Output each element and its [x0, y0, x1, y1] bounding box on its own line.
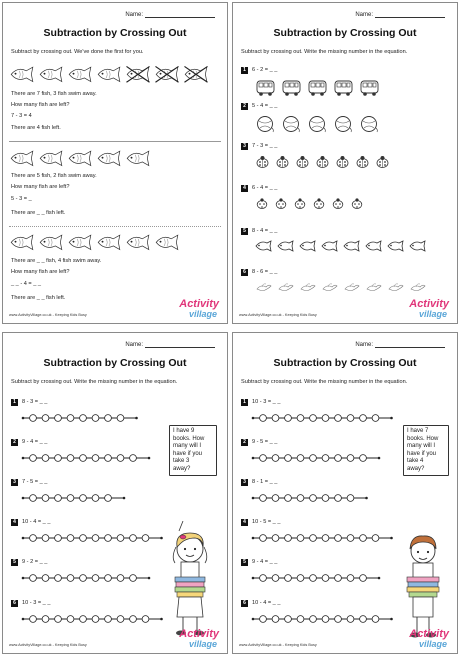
name-blank	[145, 342, 215, 348]
fish-icon	[9, 149, 35, 168]
number-line-circle	[80, 616, 87, 623]
picture-row	[255, 240, 426, 252]
number-line-circle	[55, 535, 62, 542]
number-line-circle	[272, 575, 279, 582]
bus-icon	[281, 79, 302, 96]
number-line-circle	[105, 535, 112, 542]
number-line-circle	[285, 495, 292, 502]
fish-icon	[321, 240, 338, 252]
number-line-circle	[42, 455, 49, 462]
question-number: 1	[11, 399, 18, 406]
question-number: 1	[241, 67, 248, 74]
equation-text: 8 - 4 = _ _	[252, 228, 278, 234]
equation-text: 7 - 5 = _ _	[22, 479, 48, 485]
number-line-circle	[130, 575, 137, 582]
ladybird-icon	[335, 155, 350, 169]
speech-line: have if you	[173, 450, 203, 457]
question-number: 5	[241, 559, 248, 566]
question-text: How many fish are left?	[11, 184, 70, 190]
number-line-circle	[347, 535, 354, 542]
question-number: 4	[241, 185, 248, 192]
ball-icon	[359, 115, 380, 133]
number-line-circle	[30, 455, 37, 462]
number-line-circle	[272, 616, 279, 623]
number-line-circle	[117, 535, 124, 542]
speech-line: take 3	[173, 458, 190, 464]
number-line-circle	[285, 455, 292, 462]
number-line-circle	[335, 535, 342, 542]
number-line-circle	[347, 415, 354, 422]
question-number: 3	[241, 479, 248, 486]
question-number: 4	[241, 519, 248, 526]
question-number: 4	[11, 519, 18, 526]
speech-line: have if you	[407, 450, 437, 457]
number-line-circle	[80, 455, 87, 462]
equation-text: 10 - 4 = _ _	[252, 600, 281, 606]
footer-text: www.ActivityVillage.co.uk - Keeping Kids Busy	[239, 313, 317, 317]
number-line-circle	[360, 575, 367, 582]
number-line-row	[21, 530, 164, 548]
number-line-circle	[67, 616, 74, 623]
number-line-circle	[297, 455, 304, 462]
question-number: 6	[241, 600, 248, 607]
bird-icon	[409, 281, 426, 293]
number-line-circle	[130, 535, 137, 542]
number-line	[21, 614, 164, 624]
girl-with-books-icon	[161, 521, 219, 639]
number-line-circle	[67, 495, 74, 502]
number-line-circle	[42, 535, 49, 542]
boy-with-books-icon	[395, 531, 451, 641]
number-line-circle	[260, 575, 267, 582]
number-line-circle	[260, 415, 267, 422]
bird-icon	[321, 281, 338, 293]
number-line-circle	[30, 495, 37, 502]
page-title: Subtraction by Crossing Out	[43, 27, 187, 39]
number-line-circle	[260, 535, 267, 542]
speech-bubble	[169, 425, 217, 476]
name-field	[355, 12, 445, 18]
question-text: How many fish are left?	[11, 102, 70, 108]
speech-bubble	[403, 425, 449, 476]
name-field	[125, 342, 215, 348]
fish-icon	[299, 240, 316, 252]
number-line-circle	[105, 616, 112, 623]
number-line-row	[21, 490, 126, 508]
number-line	[251, 453, 381, 463]
fish-icon	[277, 240, 294, 252]
number-line-circle	[30, 616, 37, 623]
number-line-circle	[130, 455, 137, 462]
fish-icon	[38, 149, 64, 168]
number-line-circle	[372, 616, 379, 623]
name-label: Name:	[355, 342, 373, 348]
question-number: 1	[241, 399, 248, 406]
bird-icon	[387, 281, 404, 293]
name-label: Name:	[355, 12, 373, 18]
number-line-circle	[335, 616, 342, 623]
number-line-row	[21, 450, 151, 468]
number-line	[251, 533, 394, 543]
fish-icon	[38, 65, 64, 84]
number-line-circle	[285, 616, 292, 623]
number-line-circle	[260, 495, 267, 502]
number-line-circle	[322, 495, 329, 502]
activity-village-logo: Activity village	[179, 298, 219, 319]
number-line-row	[251, 410, 394, 428]
number-line	[251, 493, 369, 503]
number-line-circle	[117, 455, 124, 462]
fish-row-3	[9, 233, 180, 252]
number-line-circle	[272, 495, 279, 502]
number-line-circle	[92, 535, 99, 542]
ladybird-icon	[315, 155, 330, 169]
bug-icon	[312, 197, 326, 210]
number-line-circle	[285, 575, 292, 582]
number-line-circle	[310, 575, 317, 582]
equation-text: 10 - 3 = _ _	[22, 600, 51, 606]
number-line-circle	[260, 616, 267, 623]
story-text: There are 5 fish, 2 fish swim away.	[11, 173, 97, 179]
number-line-circle	[117, 575, 124, 582]
equation-text: 6 - 2 = _ _	[252, 67, 278, 73]
number-line-circle	[347, 455, 354, 462]
question-number: 2	[241, 439, 248, 446]
fish-icon	[67, 149, 93, 168]
number-line-circle	[30, 415, 37, 422]
number-line-circle	[285, 415, 292, 422]
question-text: How many fish are left?	[11, 269, 70, 275]
footer-text: www.ActivityVillage.co.uk - Keeping Kids Busy	[9, 313, 87, 317]
fish-icon	[38, 233, 64, 252]
equation-text: 9 - 5 = _ _	[252, 439, 278, 445]
number-line-circle	[360, 535, 367, 542]
speech-line: many will I	[407, 443, 436, 449]
bug-icon	[331, 197, 345, 210]
fish-icon	[255, 240, 272, 252]
bird-icon	[365, 281, 382, 293]
number-line-circle	[80, 415, 87, 422]
number-line-circle	[92, 455, 99, 462]
worksheet-number-line-girl	[2, 332, 228, 654]
ball-icon	[307, 115, 328, 133]
number-line-circle	[67, 535, 74, 542]
bus-icon	[307, 79, 328, 96]
number-line-row	[251, 611, 394, 629]
number-line-circle	[285, 535, 292, 542]
bus-icon	[333, 79, 354, 96]
fish-row-2	[9, 149, 151, 168]
instruction-text: Subtract by crossing out. We've done the first for you.	[11, 49, 144, 55]
fish-icon	[365, 240, 382, 252]
number-line-circle	[347, 495, 354, 502]
bug-icon	[350, 197, 364, 210]
activity-village-logo: Activity village	[409, 628, 449, 649]
number-line-circle	[30, 535, 37, 542]
worksheet-picture-subtraction	[232, 2, 458, 324]
number-line-circle	[80, 535, 87, 542]
name-blank	[375, 12, 445, 18]
worksheet-fish-stories	[2, 2, 228, 324]
speech-line: books. How	[407, 435, 439, 442]
number-line-circle	[310, 616, 317, 623]
fish-icon	[409, 240, 426, 252]
number-line-circle	[105, 415, 112, 422]
fish-icon	[154, 233, 180, 252]
page-title: Subtraction by Crossing Out	[273, 27, 417, 39]
number-line-row	[251, 570, 381, 588]
number-line	[21, 453, 151, 463]
fish-icon	[96, 149, 122, 168]
number-line-circle	[322, 415, 329, 422]
bug-icon	[293, 197, 307, 210]
number-line-circle	[310, 415, 317, 422]
footer-text: www.ActivityVillage.co.uk - Keeping Kids Busy	[9, 643, 87, 647]
number-line-circle	[105, 575, 112, 582]
number-line-circle	[310, 535, 317, 542]
activity-village-logo: Activity village	[179, 628, 219, 649]
speech-line: take 4	[407, 458, 424, 464]
fish-icon	[125, 233, 151, 252]
question-number: 3	[11, 479, 18, 486]
fish-icon	[125, 149, 151, 168]
name-blank	[145, 12, 215, 18]
number-line-circle	[92, 415, 99, 422]
answer-text: There are _ _ fish left.	[11, 210, 66, 216]
number-line-circle	[335, 415, 342, 422]
number-line-circle	[55, 495, 62, 502]
instruction-text: Subtract by crossing out. Write the missing number in the equation.	[241, 379, 408, 385]
divider	[9, 226, 221, 227]
equation-text: 10 - 5 = _ _	[252, 519, 281, 525]
ball-icon	[333, 115, 354, 133]
number-line-circle	[92, 575, 99, 582]
ladybird-icon	[355, 155, 370, 169]
answer-text: There are _ _ fish left.	[11, 295, 66, 301]
equation-text: 8 - 3 = _ _	[22, 399, 48, 405]
fish-icon	[387, 240, 404, 252]
number-line	[21, 493, 126, 503]
speech-line: away?	[173, 465, 191, 472]
number-line-circle	[297, 616, 304, 623]
number-line-circle	[67, 575, 74, 582]
footer-text: www.ActivityVillage.co.uk - Keeping Kids Busy	[239, 643, 317, 647]
bird-icon	[343, 281, 360, 293]
number-line-circle	[272, 415, 279, 422]
number-line-circle	[130, 616, 137, 623]
speech-line: I have 7	[407, 428, 429, 434]
worksheet-number-line-boy	[232, 332, 458, 654]
equation-text: 9 - 4 = _ _	[252, 559, 278, 565]
question-number: 6	[11, 600, 18, 607]
number-line-circle	[297, 535, 304, 542]
number-line-circle	[322, 575, 329, 582]
question-number: 6	[241, 269, 248, 276]
fish-icon	[154, 65, 180, 84]
number-line-circle	[42, 495, 49, 502]
number-line-row	[21, 410, 139, 428]
bus-icon	[255, 79, 276, 96]
number-line-circle	[297, 495, 304, 502]
number-line-row	[21, 570, 151, 588]
number-line	[21, 533, 164, 543]
speech-line: books. How	[173, 435, 205, 442]
number-line-circle	[297, 415, 304, 422]
number-line-circle	[335, 455, 342, 462]
equation-text: 7 - 3 = _ _	[252, 143, 278, 149]
equation-text: 10 - 4 = _ _	[22, 519, 51, 525]
speech-line: many will I	[173, 443, 202, 449]
fish-icon	[183, 65, 209, 84]
question-number: 5	[11, 559, 18, 566]
picture-row	[255, 197, 364, 210]
picture-row	[255, 155, 390, 169]
fish-icon	[67, 233, 93, 252]
number-line-circle	[42, 415, 49, 422]
number-line-circle	[322, 616, 329, 623]
speech-line: away?	[407, 465, 425, 472]
number-line-circle	[42, 616, 49, 623]
fish-icon	[125, 65, 151, 84]
number-line-row	[251, 490, 369, 508]
question-number: 2	[241, 103, 248, 110]
page-title: Subtraction by Crossing Out	[273, 357, 417, 369]
story-text: There are 7 fish, 3 fish swim away.	[11, 91, 97, 97]
bug-icon	[274, 197, 288, 210]
question-number: 5	[241, 228, 248, 235]
number-line	[21, 573, 151, 583]
number-line-circle	[92, 495, 99, 502]
equation-text: 5 - 3 = _	[11, 196, 32, 202]
activity-village-logo: Activity village	[409, 298, 449, 319]
number-line-circle	[310, 495, 317, 502]
number-line-circle	[80, 495, 87, 502]
number-line-circle	[372, 535, 379, 542]
number-line-circle	[347, 575, 354, 582]
number-line-circle	[105, 495, 112, 502]
ball-icon	[281, 115, 302, 133]
ladybird-icon	[295, 155, 310, 169]
number-line-circle	[55, 616, 62, 623]
number-line-circle	[335, 575, 342, 582]
number-line-circle	[142, 616, 149, 623]
name-blank	[375, 342, 445, 348]
number-line-row	[21, 611, 164, 629]
number-line-circle	[322, 455, 329, 462]
equation-text: 8 - 1 = _ _	[252, 479, 278, 485]
number-line-circle	[80, 575, 87, 582]
question-number: 2	[11, 439, 18, 446]
picture-row	[255, 281, 426, 293]
ladybird-icon	[375, 155, 390, 169]
bird-icon	[255, 281, 272, 293]
divider	[9, 141, 221, 142]
number-line-circle	[92, 616, 99, 623]
page-title: Subtraction by Crossing Out	[43, 357, 187, 369]
number-line	[251, 614, 394, 624]
number-line-circle	[272, 455, 279, 462]
fish-row-example	[9, 65, 209, 84]
equation-text: 5 - 4 = _ _	[252, 103, 278, 109]
name-label: Name:	[125, 12, 143, 18]
number-line-circle	[322, 535, 329, 542]
number-line-circle	[55, 455, 62, 462]
number-line-circle	[117, 415, 124, 422]
bug-icon	[255, 197, 269, 210]
number-line-circle	[67, 455, 74, 462]
fish-icon	[96, 233, 122, 252]
fish-icon	[343, 240, 360, 252]
number-line-circle	[30, 575, 37, 582]
number-line-circle	[347, 616, 354, 623]
number-line-circle	[360, 616, 367, 623]
fish-icon	[96, 65, 122, 84]
ball-icon	[255, 115, 276, 133]
equation-text: _ _ - 4 = _ _	[11, 281, 42, 287]
number-line-row	[251, 530, 394, 548]
name-label: Name:	[125, 342, 143, 348]
bird-icon	[277, 281, 294, 293]
picture-row	[255, 79, 380, 96]
number-line	[251, 413, 394, 423]
instruction-text: Subtract by crossing out. Write the missing number in the equation.	[11, 379, 178, 385]
picture-row	[255, 115, 380, 133]
question-number: 3	[241, 143, 248, 150]
number-line-circle	[260, 455, 267, 462]
number-line-circle	[335, 495, 342, 502]
number-line-circle	[272, 535, 279, 542]
fish-icon	[67, 65, 93, 84]
number-line-circle	[55, 575, 62, 582]
number-line-circle	[360, 455, 367, 462]
equation-text: 9 - 2 = _ _	[22, 559, 48, 565]
name-field	[125, 12, 215, 18]
fish-icon	[9, 233, 35, 252]
ladybird-icon	[275, 155, 290, 169]
number-line-circle	[117, 616, 124, 623]
number-line-circle	[105, 455, 112, 462]
number-line-circle	[297, 575, 304, 582]
number-line	[21, 413, 139, 423]
number-line-circle	[55, 415, 62, 422]
number-line-circle	[360, 415, 367, 422]
number-line-circle	[310, 455, 317, 462]
instruction-text: Subtract by crossing out. Write the missing number in the equation.	[241, 49, 408, 55]
number-line-circle	[372, 415, 379, 422]
equation-text: 6 - 4 = _ _	[252, 185, 278, 191]
story-text: There are _ _ fish, 4 fish swim away.	[11, 258, 102, 264]
ladybird-icon	[255, 155, 270, 169]
answer-text: There are 4 fish left.	[11, 125, 61, 131]
fish-icon	[9, 65, 35, 84]
number-line-row	[251, 450, 381, 468]
number-line-circle	[142, 535, 149, 542]
equation-text: 8 - 6 = _ _	[252, 269, 278, 275]
bus-icon	[359, 79, 380, 96]
bird-icon	[299, 281, 316, 293]
number-line	[251, 573, 381, 583]
equation-text: 9 - 4 = _ _	[22, 439, 48, 445]
number-line-circle	[67, 415, 74, 422]
name-field	[355, 342, 445, 348]
equation-text: 7 - 3 = 4	[11, 113, 32, 119]
equation-text: 10 - 3 = _ _	[252, 399, 281, 405]
speech-line: I have 9	[173, 428, 195, 434]
number-line-circle	[42, 575, 49, 582]
